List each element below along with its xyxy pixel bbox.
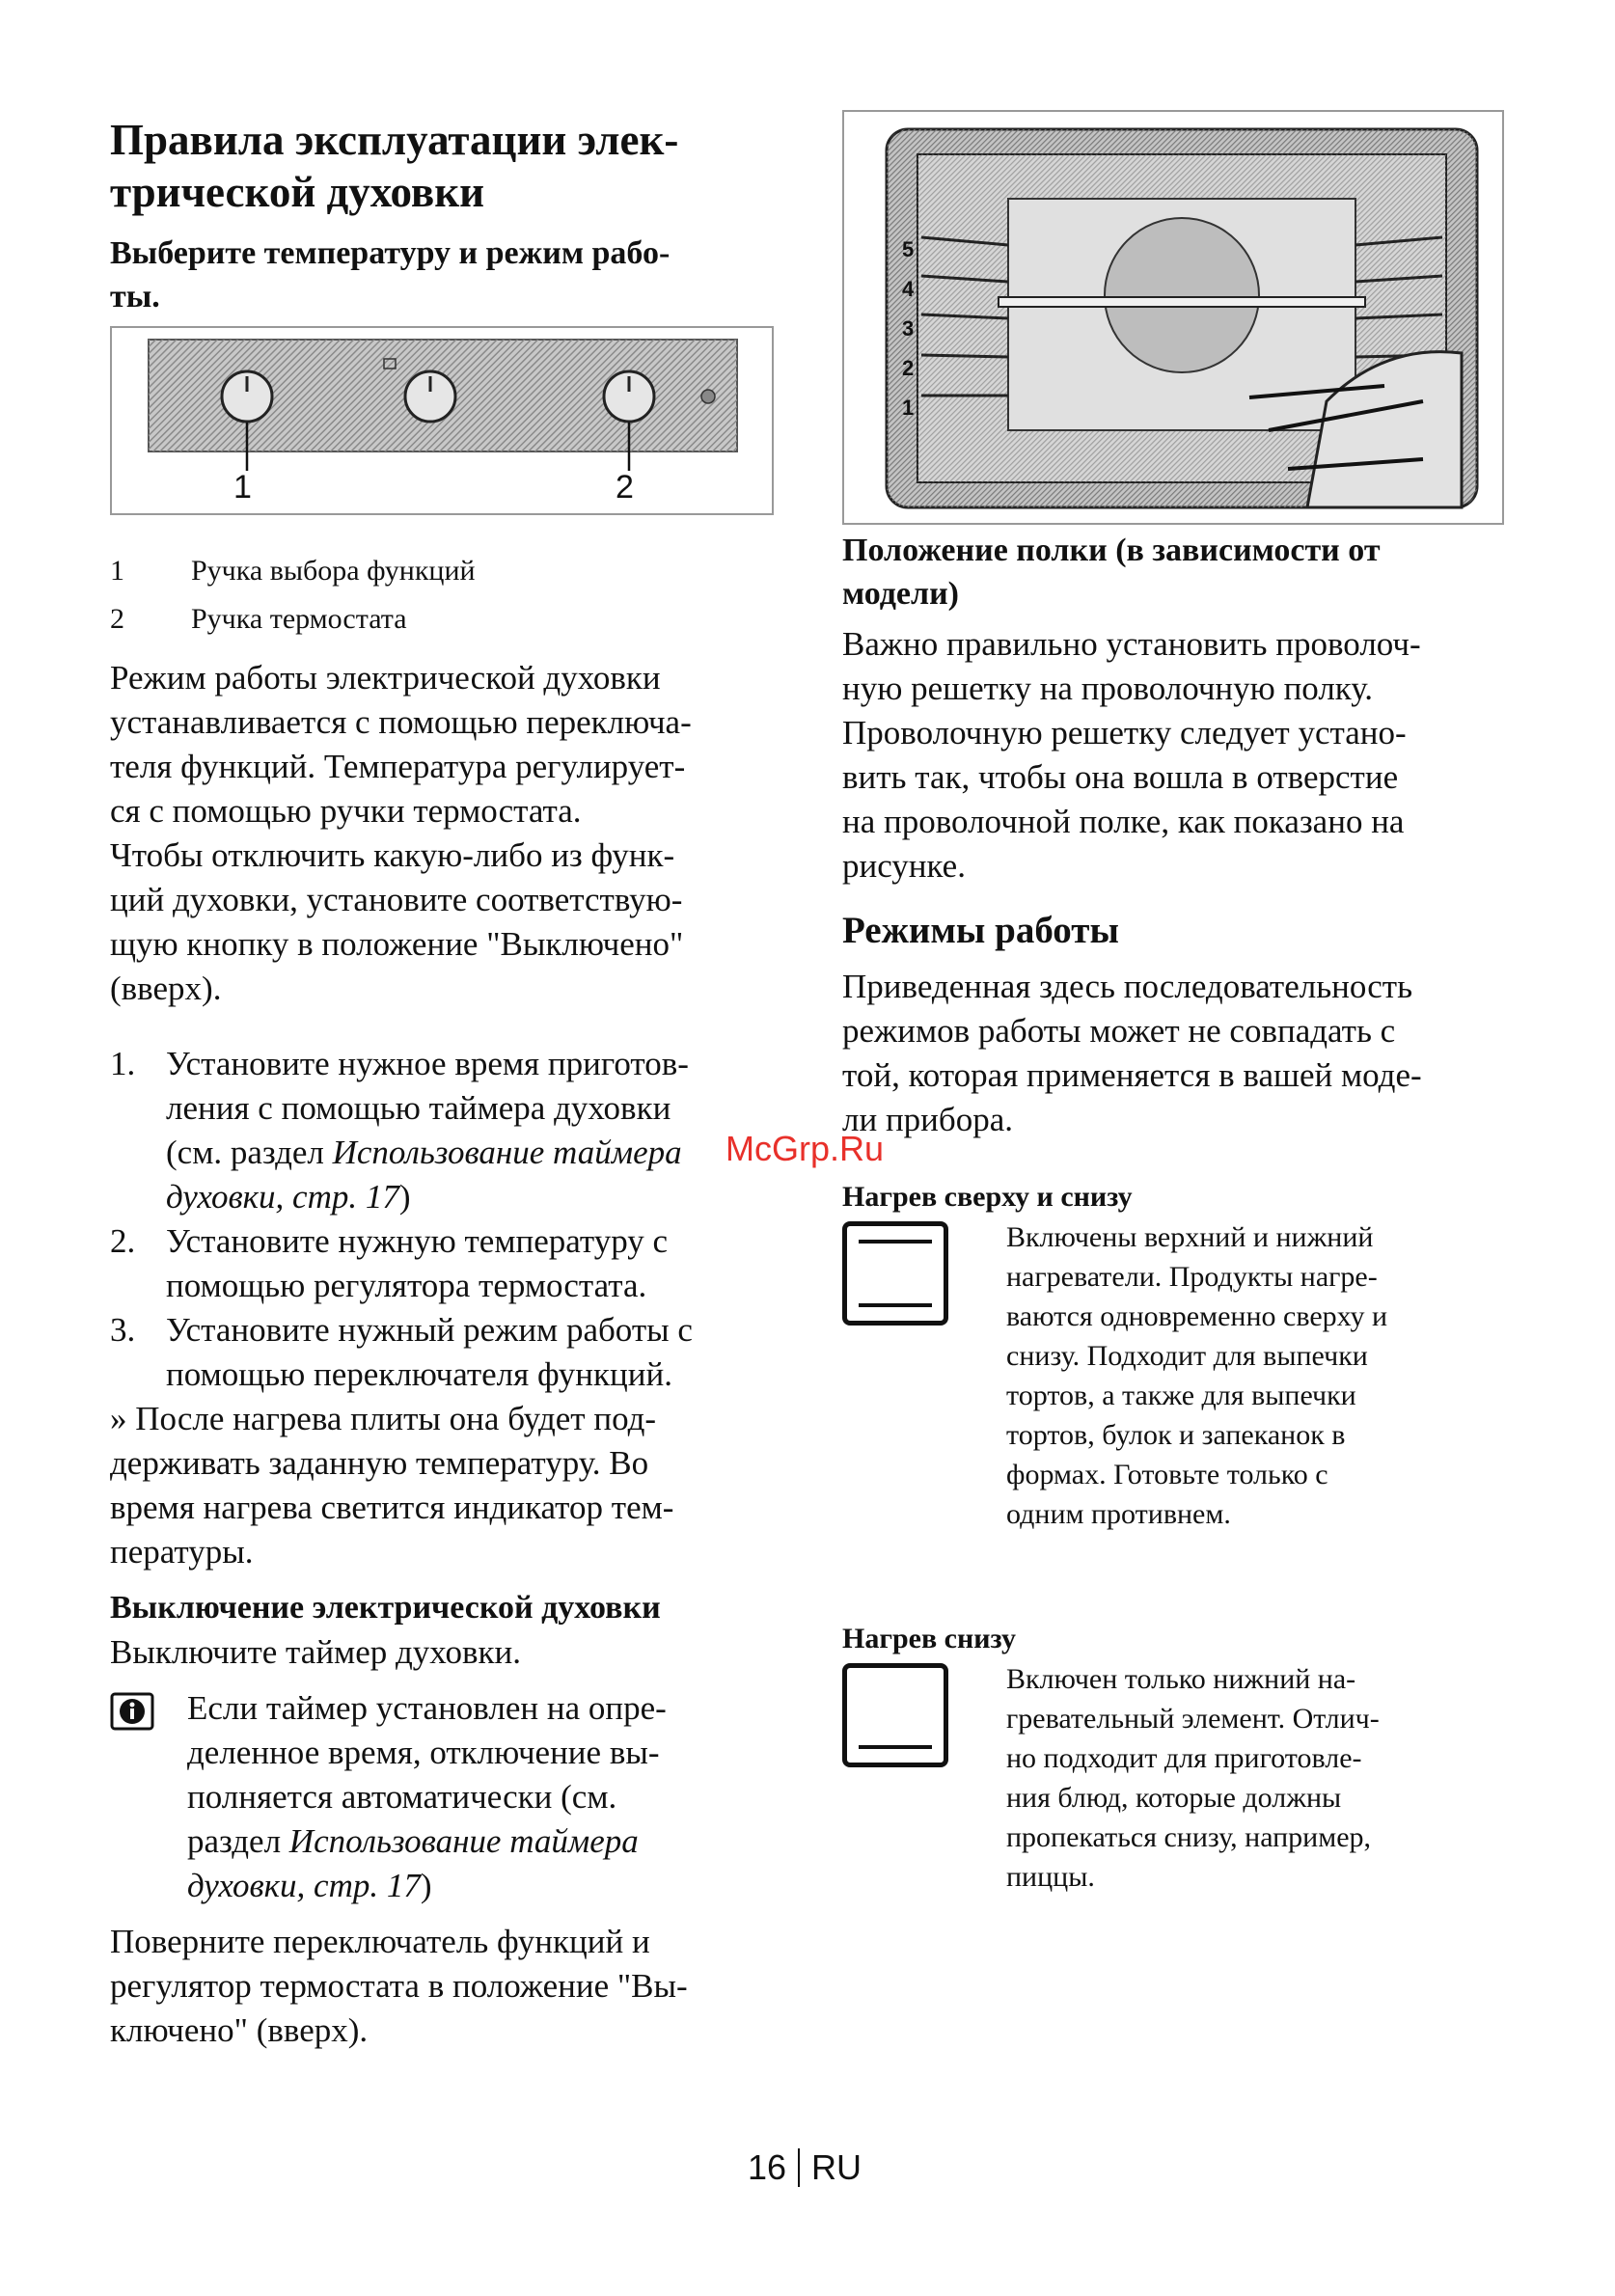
temperature-indicator-lamp	[701, 390, 715, 403]
step-text	[166, 1219, 668, 1308]
text-line: ключено" (вверх).	[110, 2011, 369, 2049]
mode-description	[1006, 1659, 1527, 1897]
function-knob	[222, 371, 272, 422]
oven-interior-illustration	[844, 112, 1502, 523]
oven-shelf-figure	[842, 110, 1504, 525]
text-line: полняется автоматически (см.	[187, 1778, 617, 1816]
step-line: помощью переключателя функций.	[166, 1355, 672, 1393]
shelf-level-label: 4	[902, 277, 915, 301]
cross-reference: Использование таймера	[288, 1822, 639, 1860]
text-line: Если таймер установлен на опре-	[187, 1689, 667, 1727]
section-subtitle-line-2: ты.	[110, 279, 160, 314]
text-line: ваются одновременно сверху и	[1006, 1300, 1388, 1332]
text-line: (вверх).	[110, 970, 222, 1007]
text-line: Режим работы электрической духовки	[110, 659, 661, 697]
footer-divider	[798, 2148, 800, 2187]
text-line: ную решетку на проволочную полку.	[842, 670, 1374, 707]
text-fragment: раздел	[187, 1822, 289, 1860]
text-line	[187, 1864, 805, 1908]
mode-title-bottom: Нагрев снизу	[842, 1623, 1016, 1654]
text-line: ли прибора.	[842, 1101, 1013, 1138]
mode-description	[1006, 1217, 1527, 1534]
callout-label-2: 2	[616, 469, 634, 506]
text-line: Проволочную решетку следует устано-	[842, 714, 1407, 752]
page-footer	[748, 2147, 862, 2188]
step-item	[110, 1042, 814, 1219]
step-number: 2.	[110, 1222, 136, 1260]
step-number: 3.	[110, 1311, 136, 1349]
step-line: )	[398, 1178, 411, 1216]
text-line: гревательный элемент. Отлич-	[1006, 1703, 1380, 1735]
text-line: Важно правильно установить проволоч-	[842, 625, 1421, 663]
figure-legend	[110, 547, 785, 643]
text-line: держивать заданную температуру. Во	[110, 1444, 649, 1482]
text-line: режимов работы может не совпадать с	[842, 1012, 1396, 1050]
text-line: Включен только нижний на-	[1006, 1663, 1356, 1695]
legend-number: 2	[110, 603, 124, 635]
text-line: Чтобы отключить какую-либо из функ-	[110, 836, 675, 874]
text-line: Поверните переключатель функций и	[110, 1923, 650, 1960]
shelf-level-label: 2	[902, 356, 915, 380]
step-item	[110, 1308, 814, 1397]
final-paragraph	[110, 1920, 814, 2053]
text-line: тортов, а также для выпечки	[1006, 1380, 1356, 1411]
text-line: ций духовки, установите соответствую-	[110, 881, 683, 918]
off-heading: Выключение электрической духовки	[110, 1590, 661, 1626]
text-line: ся с помощью ручки термостата.	[110, 792, 582, 830]
text-line: одним противнем.	[1006, 1498, 1231, 1530]
page-number: 16	[748, 2147, 787, 2187]
info-icon	[110, 1692, 154, 1731]
text-line: деленное время, отключение вы-	[187, 1734, 660, 1771]
watermark: McGrp.Ru	[725, 1129, 885, 1168]
text-line: устанавливается с помощью переключа-	[110, 703, 692, 741]
text-line: нагреватели. Продукты нагре-	[1006, 1261, 1378, 1293]
shelf-level-label: 1	[902, 396, 915, 420]
page-title-line-2: трической духовки	[110, 168, 485, 216]
step-text	[166, 1308, 693, 1397]
shelf-level-label: 3	[902, 316, 915, 341]
legend-text: Ручка термостата	[191, 603, 407, 635]
text-line: теля функций. Температура регулирует-	[110, 748, 686, 785]
text-line: тортов, булок и запеканок в	[1006, 1419, 1346, 1451]
bottom-heater-line	[859, 1745, 932, 1749]
shelf-heading	[842, 529, 1537, 615]
bottom-heat-icon	[842, 1663, 948, 1767]
wire-rack	[999, 297, 1365, 307]
text-line: но подходит для приготовле-	[1006, 1742, 1362, 1774]
shelf-level-label: 5	[902, 237, 915, 261]
legend-number: 1	[110, 555, 124, 587]
text-line	[187, 1819, 805, 1864]
step-number: 1.	[110, 1045, 136, 1082]
text-line: пропекаться снизу, например,	[1006, 1821, 1372, 1853]
page-title	[110, 114, 805, 218]
text-line: регулятор термостата в положение "Вы-	[110, 1967, 688, 2005]
text-line: ния блюд, которые должны	[1006, 1782, 1342, 1814]
cross-reference: духовки, стр. 17	[187, 1867, 421, 1904]
off-text: Выключите таймер духовки.	[110, 1633, 521, 1671]
text-line: щую кнопку в положение "Выключено"	[110, 925, 684, 963]
modes-heading: Режимы работы	[842, 910, 1119, 951]
step-line: помощью регулятора термостата.	[166, 1267, 647, 1304]
modes-intro	[842, 965, 1537, 1142]
page-title-line-1: Правила эксплуатации элек-	[110, 116, 679, 164]
shelf-paragraph	[842, 622, 1537, 888]
intro-paragraph	[110, 656, 805, 1011]
instruction-steps	[110, 1042, 814, 1397]
text-line: Включены верхний и нижний	[1006, 1221, 1374, 1253]
text-line: вить так, чтобы она вошла в отверстие	[842, 758, 1399, 796]
text-line: снизу. Подходит для выпечки	[1006, 1340, 1368, 1372]
cross-reference: Использование таймера	[332, 1134, 682, 1171]
step-line: (см. раздел	[166, 1134, 333, 1171]
control-panel-figure	[110, 326, 774, 515]
result-paragraph	[110, 1397, 814, 1574]
step-item	[110, 1219, 814, 1308]
legend-row	[110, 595, 785, 643]
text-line: на проволочной полке, как показано на	[842, 803, 1405, 840]
thermostat-knob	[604, 371, 654, 422]
control-panel-illustration	[112, 328, 772, 513]
language-code: RU	[811, 2147, 862, 2187]
text-line: формах. Готовьте только с	[1006, 1459, 1328, 1490]
text-line: » После нагрева плиты она будет под-	[110, 1400, 657, 1437]
top-bottom-heat-icon	[842, 1221, 948, 1326]
step-line: Установите нужный режим работы с	[166, 1311, 693, 1349]
text-line: пературы.	[110, 1533, 254, 1571]
shelf-level-labels	[902, 230, 914, 427]
text-line: пиццы.	[1006, 1861, 1095, 1893]
fan-cover	[1105, 218, 1259, 372]
text-line: рисунке.	[842, 847, 966, 885]
step-line: Установите нужную температуру с	[166, 1222, 669, 1260]
mode-title-top-bottom: Нагрев сверху и снизу	[842, 1181, 1133, 1213]
shelf-heading-line: Положение полки (в зависимости от	[842, 533, 1381, 568]
cross-reference: духовки, стр. 17	[166, 1178, 399, 1216]
step-line: ления с помощью таймера духовки	[166, 1089, 671, 1127]
legend-text: Ручка выбора функций	[191, 555, 476, 587]
legend-row	[110, 547, 785, 595]
section-subtitle	[110, 232, 805, 318]
text-fragment: )	[420, 1867, 432, 1904]
callout-label-1: 1	[233, 469, 252, 506]
step-line: Установите нужное время приготов-	[166, 1045, 689, 1082]
shelf-heading-line: модели)	[842, 576, 960, 612]
section-subtitle-line-1: Выберите температуру и режим рабо-	[110, 235, 671, 271]
top-heater-line	[859, 1240, 932, 1244]
text-line: время нагрева светится индикатор тем-	[110, 1489, 674, 1526]
text-line: той, которая применяется в вашей моде-	[842, 1056, 1422, 1094]
step-text	[166, 1042, 689, 1219]
bottom-heater-line	[859, 1303, 932, 1307]
text-line: Приведенная здесь последовательность	[842, 968, 1413, 1005]
info-note-text	[187, 1686, 805, 1908]
